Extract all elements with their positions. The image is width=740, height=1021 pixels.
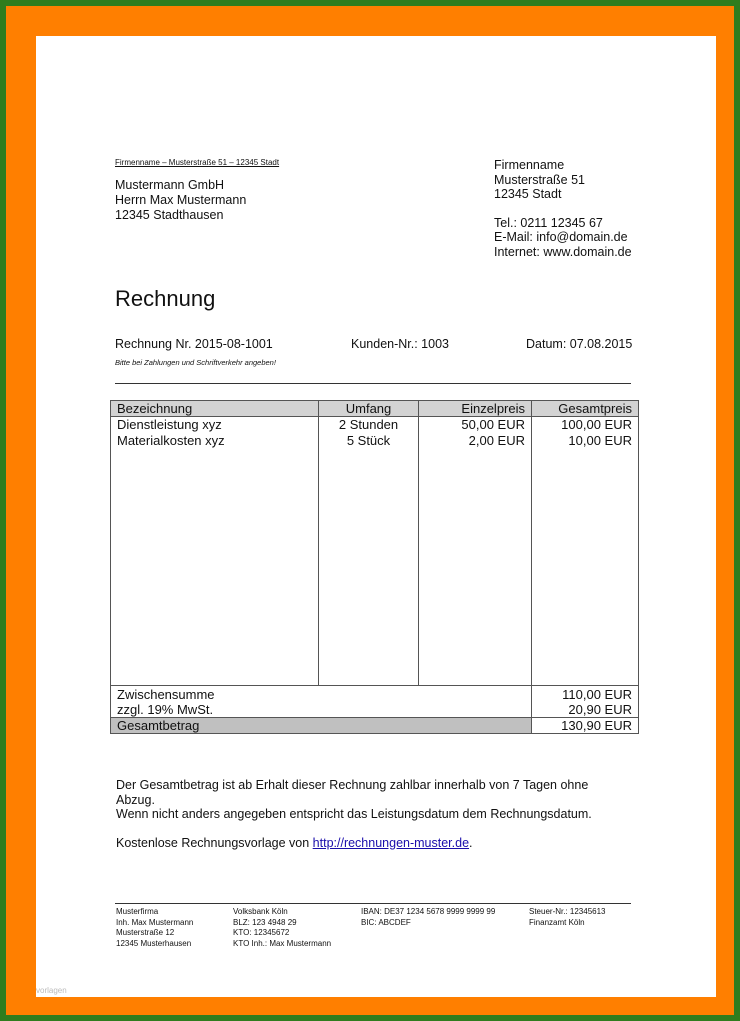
item-quantity: 2 Stunden [338, 417, 399, 432]
item-total-price: 10,00 EUR [568, 432, 632, 448]
footer-iban [361, 907, 495, 928]
company-phone: Tel.: 0211 12345 67 [494, 215, 603, 230]
sender-address-line: Firmenname – Musterstraße 51 – 12345 Stadt [115, 158, 280, 167]
total-row [111, 718, 639, 734]
footer-text: Finanzamt Köln [529, 917, 585, 927]
total-value: 130,90 EUR [532, 718, 639, 734]
divider [115, 383, 631, 384]
footer-divider [115, 903, 631, 904]
footer-text: Steuer-Nr.: 12345613 [529, 907, 606, 916]
recipient-city: 12345 Stadthausen [115, 208, 224, 222]
footer-text: KTO Inh.: Max Mustermann [233, 938, 332, 948]
column-header-quantity: Umfang [319, 401, 419, 417]
company-name: Firmenname [494, 158, 565, 172]
subtotal-row [111, 686, 639, 703]
invoice-number: Rechnung Nr. 2015-08-1001 [115, 337, 273, 351]
invoice-date: Datum: 07.08.2015 [526, 337, 633, 351]
items-table [110, 400, 639, 734]
footer-text: BLZ: 123 4948 29 [233, 917, 297, 927]
footer-text: Musterstraße 12 [116, 928, 175, 938]
footer-text: IBAN: DE37 1234 5678 9999 9999 99 [361, 907, 496, 916]
footer-text: 12345 Musterhausen [116, 938, 192, 948]
column-header-total-price: Gesamtpreis [532, 401, 639, 417]
footer-text: Volksbank Köln [233, 907, 288, 916]
item-unit-price: 2,00 EUR [468, 432, 525, 448]
company-street: Musterstraße 51 [494, 172, 586, 187]
column-header-description: Bezeichnung [111, 401, 319, 417]
footer-company [116, 907, 193, 949]
vat-value: 20,90 EUR [532, 702, 639, 718]
item-total-price: 100,00 EUR [561, 417, 632, 432]
payment-terms [116, 778, 616, 850]
footer-text: Inh. Max Mustermann [116, 917, 194, 927]
watermark: vorlagen [36, 986, 67, 995]
footer-tax [529, 907, 606, 928]
total-label: Gesamtbetrag [111, 718, 532, 734]
orange-frame [6, 6, 734, 1015]
recipient-address [115, 178, 246, 223]
footer-text: BIC: ABCDEF [361, 917, 411, 927]
table-header-row [111, 401, 639, 417]
item-description: Materialkosten xyz [117, 432, 225, 448]
subtotal-label: Zwischensumme [111, 686, 532, 703]
company-city: 12345 Stadt [494, 187, 562, 201]
template-credit-text: Kostenlose Rechnungsvorlage von [116, 835, 310, 850]
footer-text: KTO: 12345672 [233, 928, 290, 938]
column-header-unit-price: Einzelpreis [419, 401, 532, 417]
company-info [494, 158, 632, 259]
recipient-person: Herrn Max Mustermann [115, 193, 247, 207]
recipient-company: Mustermann GmbH [115, 178, 225, 192]
vat-label: zzgl. 19% MwSt. [111, 702, 532, 718]
customer-number: Kunden-Nr.: 1003 [351, 337, 449, 351]
template-credit: Kostenlose Rechnungsvorlage von http://rechnungen-muster.de. [116, 835, 473, 850]
vat-row [111, 702, 639, 718]
company-website: Internet: www.domain.de [494, 244, 632, 259]
document-title: Rechnung [115, 286, 216, 311]
invoice-page [36, 36, 716, 997]
service-date-text: Wenn nicht anders angegeben entspricht das Leistungsdatum dem Rechnungsdatum. [116, 807, 592, 821]
footer-text: Musterfirma [116, 907, 159, 916]
template-link[interactable]: http://rechnungen-muster.de [312, 835, 470, 850]
table-body [111, 417, 639, 686]
item-description: Dienstleistung xyz [117, 417, 222, 432]
reference-note: Bitte bei Zahlungen und Schriftverkehr angeben! [115, 358, 276, 367]
item-quantity: 5 Stück [346, 432, 391, 448]
company-email: E-Mail: info@domain.de [494, 230, 628, 244]
subtotal-value: 110,00 EUR [532, 686, 639, 703]
item-unit-price: 50,00 EUR [461, 417, 525, 432]
footer-bank [233, 907, 331, 949]
payment-text: Der Gesamtbetrag ist ab Erhalt dieser Rechnung zahlbar innerhalb von 7 Tagen ohne Abzug. [116, 778, 589, 807]
